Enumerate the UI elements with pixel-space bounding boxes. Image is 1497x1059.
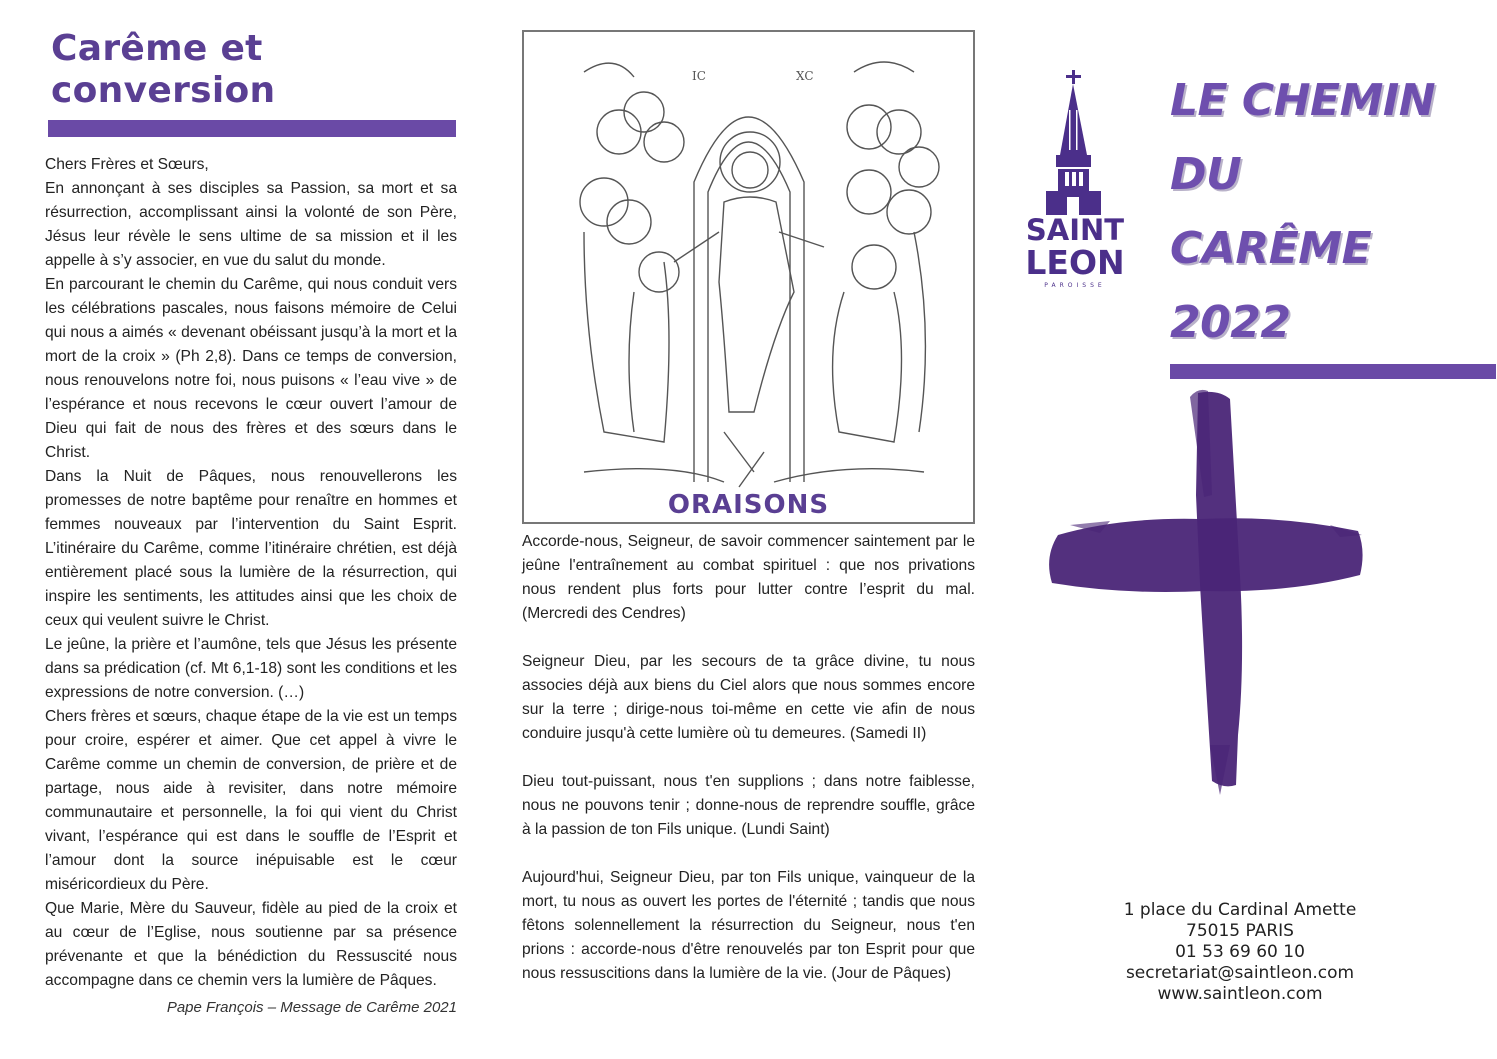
phone-number: 01 53 69 60 10 <box>1175 942 1305 962</box>
page-title <box>51 28 457 112</box>
oraisons-heading: ORAISONS <box>667 490 830 520</box>
prayers-list <box>522 530 975 986</box>
prayer-item: Aujourd'hui, Seigneur Dieu, par ton Fils unique, vainqueur de la mort, tu nous as ouvert les portes de l'éternité ; tandis que nous fêtons solennellement la résurrection du Seigneur, nous t'en prions : accorde-nous d'être renouvelés par ton Esprit pour que nous ressuscitions dans la lumière de la vie. (Jour de Pâques) <box>522 869 975 982</box>
resurrection-icon-image <box>522 30 975 524</box>
title-underline-bar <box>1170 364 1496 379</box>
church-steeple-icon <box>1020 70 1130 290</box>
paragraph: En parcourant le chemin du Carême, qui nous conduit vers les célébrations pascales, nous faisons mémoire de Celui qui nous a aimés « devenant obéissant jusqu’à la mort et la mort de la croix » (Ph 2,8). Dans ce temps de conversion, nous renouvelons notre foi, nous puisons « l’eau vive » de l’espérance et nous recevons le cœur ouvert l’amour de Dieu qui fait de nous des frères et des sœurs dans le Christ. <box>45 276 457 461</box>
prayers-column <box>522 30 975 1010</box>
title-line: LE CHEMIN <box>1170 75 1436 126</box>
website: www.saintleon.com <box>1157 984 1323 1004</box>
intro-column <box>45 28 457 1016</box>
ash-cross-icon <box>1040 385 1370 800</box>
lent-message <box>45 153 457 993</box>
title-underline-bar <box>48 120 456 137</box>
email-address: secretariat@saintleon.com <box>1125 963 1355 983</box>
signature: Pape François – Message de Carême 2021 <box>166 999 457 1016</box>
title-line-1: Carême et <box>51 28 263 69</box>
logo-line-paroisse: PAROISSE <box>1044 282 1106 289</box>
prayer-item: Accorde-nous, Seigneur, de savoir commencer saintement par le jeûne l'entraînement au combat spirituel : que nos privations nous rendent plus forts pour lutter contre l’esprit du mal. (Mercredi des Cendres) <box>522 533 975 622</box>
paragraph: Dans la Nuit de Pâques, nous renouvellerons les promesses de notre baptême pour renaître en hommes et femmes nouveaux par l’intervention du Saint Esprit. L’itinéraire du Carême, comme l’itinéraire chrétien, est déjà entièrement placé sous la lumière de la résurrection, qui inspire les sentiments, les attitudes ainsi que les choix de ceux qui veulent suivre le Christ. <box>45 468 457 629</box>
paragraph: Le jeûne, la prière et l’aumône, tels que Jésus les présente dans sa prédication (cf. Mt 6,1-18) sont les conditions et les expressions de notre conversion. (…) <box>45 636 457 701</box>
paragraph: Chers Frères et Sœurs, <box>45 156 209 173</box>
prayer-item: Dieu tout-puissant, nous t'en supplions ; dans notre faiblesse, nous ne pouvons tenir ; donne-nous de reprendre souffle, grâce à la passion de ton Fils unique. (Lundi Saint) <box>522 773 975 838</box>
street-address: 1 place du Cardinal Amette <box>1123 900 1357 920</box>
city: 75015 PARIS <box>1186 921 1294 941</box>
paragraph: Chers frères et sœurs, chaque étape de la vie est un temps pour croire, espérer et aimer. Que cet appel à vivre le Carême comme un chemin de conversion, de prière et de partage, nous aide à revisiter, dans notre mémoire communautaire et personnelle, la foi qui vient du Christ vivant, l’espérance qui est dans le souffle de l’Esprit et l’amour dont la source inépuisable est le cœur miséricordieux du Père. <box>45 708 457 893</box>
parish-address <box>1090 900 1390 1005</box>
logo-line-saint: SAINT <box>1025 213 1125 247</box>
icon-letters-xc: XC <box>796 69 814 83</box>
title-line: DU CARÊME <box>1170 149 1372 274</box>
paragraph: En annonçant à ses disciples sa Passion, sa mort et sa résurrection, accomplissant ainsi la volonté de son Père, Jésus leur révèle le sens ultime de sa mission et il les appelle à s’y associer, en vue du salut du monde. <box>45 180 457 269</box>
title-line-2: conversion <box>51 70 276 111</box>
resurrection-drawing-icon <box>524 32 973 522</box>
lent-title-block <box>1170 64 1440 379</box>
logo-line-leon: LEON <box>1025 243 1125 282</box>
icon-letters-ic: IC <box>692 69 706 83</box>
paragraph: Que Marie, Mère du Sauveur, fidèle au pied de la croix et au cœur de l’Eglise, nous soutienne par sa présence prévenante et que la bénédiction du Ressuscité nous accompagne dans ce chemin vers la lumière de Pâques. <box>45 900 457 989</box>
saint-leon-logo <box>1020 70 1130 290</box>
title-line: 2022 <box>1170 297 1291 348</box>
prayer-item: Seigneur Dieu, par les secours de ta grâce divine, tu nous associes déjà aux biens du Ciel alors que nous sommes encore sur la terre ; dirige-nous toi-même en cette vie afin de nous conduire jusqu'à cette lumière où tu demeures. (Samedi II) <box>522 653 975 742</box>
